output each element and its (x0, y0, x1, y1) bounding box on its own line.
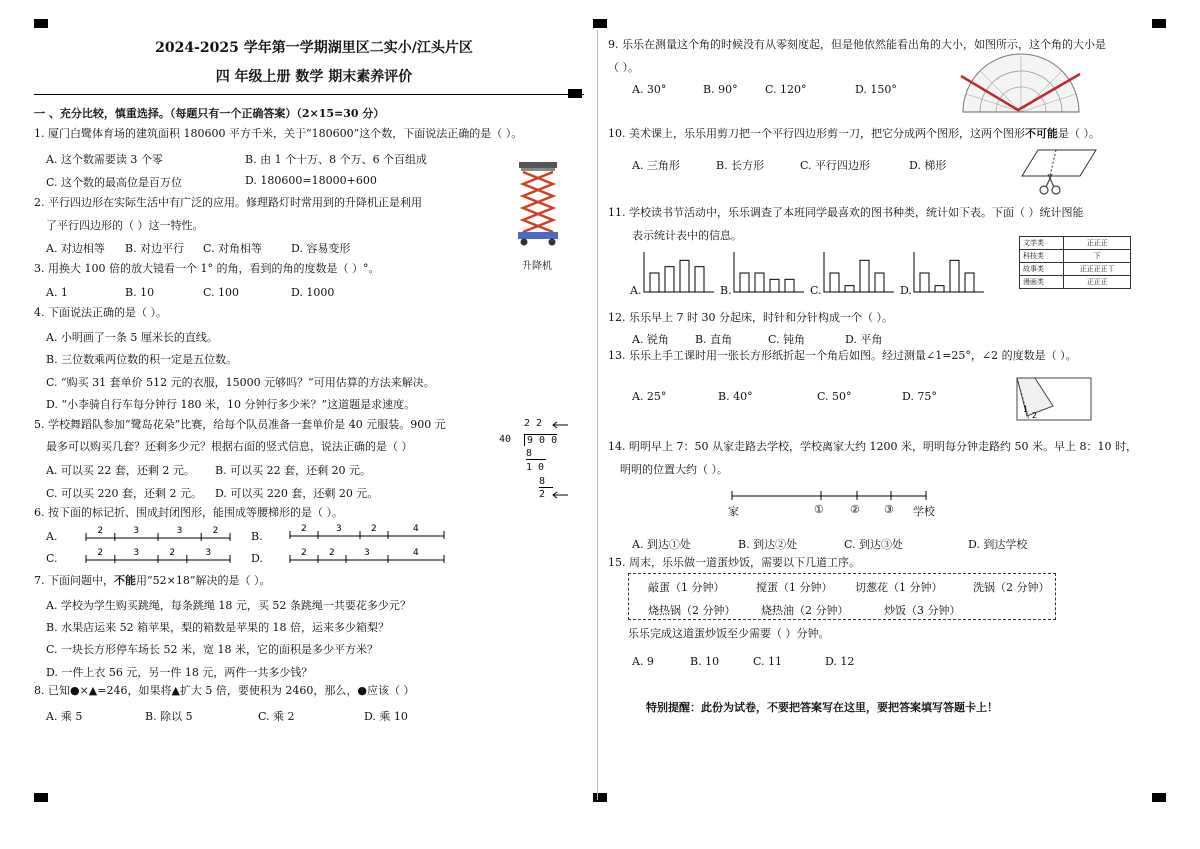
q6-segment-b (288, 520, 448, 540)
tally-row (1020, 263, 1131, 276)
folded-paper-image (1015, 376, 1095, 424)
q10-option-c[interactable]: C. 平行四边形 (800, 159, 871, 172)
segment-length-label: 3 (176, 526, 183, 536)
q5-option-d[interactable]: D. 可以买 220 套，还剩 20 元。 (215, 487, 379, 500)
q11-bar-charts (630, 250, 1010, 300)
q15-step: 敲蛋（1 分钟） (648, 581, 725, 594)
q3-option-d[interactable]: D. 1000 (291, 286, 335, 299)
registration-mark (593, 793, 607, 802)
chart-bar (650, 273, 659, 292)
angle-1-label: 1 (1023, 405, 1029, 414)
q6-option-a[interactable]: A. (46, 530, 58, 543)
q1-option-d[interactable]: D. 180600=18000+600 (245, 174, 377, 187)
division-quotient: 2 2 (524, 418, 543, 429)
q8-option-d[interactable]: D. 乘 10 (364, 710, 408, 723)
chart-bar (680, 260, 689, 292)
q6-segment-a (84, 522, 234, 542)
chart-bar (935, 286, 944, 292)
q14-option-d[interactable]: D. 到达学校 (968, 538, 1028, 551)
q12-option-b[interactable]: B. 直角 (695, 333, 733, 346)
q7-stem (34, 574, 270, 588)
q5-stem-line1: 5. 学校舞蹈队参加“鹭岛花朵”比赛，给每个队员准备一套单价是 40 元服装。900 元 (34, 418, 446, 431)
exam-notice: 特别提醒：此份为试卷，不要把答案写在这里，要把答案填写答题卡上！ (646, 701, 998, 714)
q11-tally-table (1019, 236, 1131, 289)
registration-mark (34, 793, 48, 802)
registration-mark (1152, 793, 1166, 802)
division-divisor: 40 (499, 434, 512, 445)
q6-stem: 6. 按下面的标记折、围成封闭图形，能围成等腰梯形的是（ ）。 (34, 506, 343, 519)
route-school-label: 学校 (913, 505, 935, 518)
q1-stem: 1. 厦门白鹭体育场的建筑面积 180600 平方千米，关于“180600”这个数，下面说法正确的是（ ）。 (34, 127, 523, 140)
q5-option-b[interactable]: B. 可以买 22 套，还剩 20 元。 (215, 464, 372, 477)
q10-option-b[interactable]: B. 长方形 (716, 159, 765, 172)
q10-option-d[interactable]: D. 梯形 (909, 159, 947, 172)
q14-option-c[interactable]: C. 到达③处 (844, 538, 904, 551)
chart-bar (695, 267, 704, 292)
q8-option-a[interactable]: A. 乘 5 (46, 710, 83, 723)
q6-option-d[interactable]: D. (251, 552, 263, 565)
division-step1: 8 (526, 448, 546, 460)
segment-length-label: 3 (205, 548, 212, 558)
segment-length-label: 3 (336, 524, 342, 534)
route-point-1: ① (814, 503, 824, 516)
q1-option-b[interactable]: B. 由 1 个十万、8 个万、6 个百组成 (245, 153, 428, 166)
segment-length-label: 2 (301, 548, 307, 558)
q12-option-d[interactable]: D. 平角 (845, 333, 883, 346)
parallelogram-scissors-image (1020, 148, 1098, 198)
q15-option-a[interactable]: A. 9 (632, 655, 654, 668)
arrow-icon (551, 491, 569, 499)
q13-option-d[interactable]: D. 75° (902, 390, 937, 403)
chart-bar (845, 286, 854, 292)
q5-option-c[interactable]: C. 可以买 220 套，还剩 2 元。 (46, 487, 202, 500)
q15-option-b[interactable]: B. 10 (690, 655, 720, 668)
chart-bar (665, 267, 674, 292)
q3-stem: 3. 用换大 100 倍的放大镜看一个 1° 的角，看到的角的度数是（ ）°。 (34, 262, 380, 275)
q4-option-a[interactable]: A. 小明画了一条 5 厘米长的直线。 (46, 331, 218, 344)
route-point-2: ② (850, 503, 860, 516)
arrow-icon (551, 421, 569, 429)
exam-title-subject: 四 年级上册 数学 期末素养评价 (215, 69, 413, 85)
q1-option-a[interactable]: A. 这个数需要读 3 个零 (46, 153, 163, 166)
segment-length-label: 2 (301, 524, 307, 534)
chart-bar (860, 260, 869, 292)
segment-length-label: 2 (169, 548, 176, 558)
tally-row (1020, 237, 1131, 250)
route-home-label: 家 (728, 505, 739, 518)
q7-stem-pre: 7. 下面问题中， (34, 574, 114, 587)
tally-marks: 正正正正丅 (1064, 263, 1131, 276)
bar-chart (912, 250, 986, 294)
segment-length-label: 2 (212, 526, 219, 536)
q3-option-c[interactable]: C. 100 (203, 286, 240, 299)
q15-stem: 15. 周末，乐乐做一道蛋炒饭，需要以下几道工序。 (608, 556, 860, 569)
q12-option-c[interactable]: C. 钝角 (768, 333, 806, 346)
chart-option-label[interactable]: A. (630, 284, 642, 297)
segment-length-label: 3 (364, 548, 370, 558)
tally-kind: 科技类 (1020, 250, 1064, 263)
q13-option-a[interactable]: A. 25° (632, 390, 667, 403)
division-step3: 8 (539, 476, 553, 488)
tally-marks: 正正正 (1064, 276, 1131, 289)
q8-option-c[interactable]: C. 乘 2 (258, 710, 295, 723)
bar-chart (642, 250, 716, 294)
q5-option-a[interactable]: A. 可以买 22 套，还剩 2 元。 (46, 464, 195, 477)
chart-option-label[interactable]: D. (900, 284, 912, 297)
q1-option-c[interactable]: C. 这个数的最高位是百万位 (46, 176, 183, 189)
chart-bar (950, 260, 959, 292)
chart-bar (770, 279, 779, 292)
route-line (730, 490, 930, 502)
q15-step: 洗锅（2 分钟） (973, 581, 1050, 594)
chart-option-label[interactable]: B. (720, 284, 732, 297)
q15-step: 切葱花（1 分钟） (855, 581, 943, 594)
q2-image-caption: 升降机 (522, 261, 552, 272)
tally-kind: 文学类 (1020, 237, 1064, 250)
q13-stem: 13. 乐乐上手工课时用一张长方形纸折起一个角后如图。经过测量∠1=25°，∠2 的度数是（ ）。 (608, 349, 1077, 362)
tally-row (1020, 276, 1131, 289)
q14-option-a[interactable]: A. 到达①处 (632, 538, 691, 551)
q10-option-a[interactable]: A. 三角形 (632, 159, 680, 172)
q2-stem-line2: 了平行四边形的（ ）这一特性。 (46, 219, 204, 232)
q10-stem-post: 是（ ）。 (1058, 127, 1100, 140)
q8-option-b[interactable]: B. 除以 5 (145, 710, 193, 723)
q7-option-a[interactable]: A. 学校为学生购买跳绳，每条跳绳 18 元，买 52 条跳绳一共要花多少元？ (46, 599, 411, 612)
section-heading: 一 、充分比较，慎重选择。（每题只有一个正确答案）（2×15=30 分） (34, 107, 385, 120)
q4-option-d[interactable]: D. “小李骑自行车每分钟行 180 米，10 分钟行多少米？”这道题是求速度。 (46, 398, 416, 411)
q10-stem-pre: 10. 美术课上，乐乐用剪刀把一个平行四边形剪一刀，把它分成两个图形，这两个图形 (608, 127, 1025, 140)
registration-mark (34, 19, 48, 28)
tally-row (1020, 250, 1131, 263)
q15-step: 烧热锅（2 分钟） (648, 604, 736, 617)
q12-stem: 12. 乐乐早上 7 时 30 分起床，时针和分针构成一个（ ）。 (608, 311, 893, 324)
registration-mark (1152, 19, 1166, 28)
q5-stem-line2: 最多可以购买几套？还剩多少元？根据右面的竖式信息，说法正确的是（ ） (46, 440, 413, 453)
bar-chart (732, 250, 806, 294)
q7-stem-emphasis: 不能 (114, 574, 136, 587)
q7-option-d[interactable]: D. 一件上衣 56 元，另一件 18 元，两件一共多少钱？ (46, 666, 313, 679)
chart-option-label[interactable]: C. (810, 284, 822, 297)
long-division-figure (497, 418, 577, 500)
q7-option-c[interactable]: C. 一块长方形停车场长 52 米，宽 18 米，它的面积是多少平方米？ (46, 643, 378, 656)
q6-option-b[interactable]: B. (251, 530, 263, 543)
chart-bar (785, 279, 794, 292)
q4-stem: 4. 下面说法正确的是（ ）。 (34, 306, 167, 319)
tally-kind: 故事类 (1020, 263, 1064, 276)
q13-option-c[interactable]: C. 50° (817, 390, 852, 403)
left-column (34, 34, 594, 95)
q2-option-d[interactable]: D. 容易变形 (291, 242, 351, 255)
q2-option-c[interactable]: C. 对角相等 (203, 242, 263, 255)
angle-2-label: 2 (1032, 411, 1038, 420)
q4-option-c[interactable]: C. “购买 31 套单价 512 元的衣服，15000 元够吗？”可用估算的方法来解决。 (46, 376, 435, 389)
q14-stem-line2: 明明的位置大约（ ）。 (620, 463, 728, 476)
q10-stem (608, 127, 1100, 141)
bar-chart (822, 250, 896, 294)
q9-stem-line2: （ ）。 (608, 61, 639, 74)
q8-stem: 8. 已知●×▲=246，如果将▲扩大 5 倍，要使积为 2460，那么，●应该（ ） (34, 684, 415, 697)
q11-stem-line2: 表示统计表中的信息。 (632, 229, 742, 242)
q7-option-b[interactable]: B. 水果店运来 52 箱苹果，梨的箱数是苹果的 18 倍，运来多少箱梨？ (46, 621, 390, 634)
q12-option-a[interactable]: A. 锐角 (632, 333, 669, 346)
chart-bar (965, 273, 974, 292)
q9-option-d[interactable]: D. 150° (855, 83, 897, 96)
division-step2: 1 0 (526, 462, 545, 473)
q6-segment-c (84, 544, 234, 564)
registration-mark (593, 19, 607, 28)
q9-option-b[interactable]: B. 90° (703, 83, 738, 96)
q4-option-b[interactable]: B. 三位数乘两位数的积一定是五位数。 (46, 353, 238, 366)
q2-option-b[interactable]: B. 对边平行 (125, 242, 185, 255)
q13-option-b[interactable]: B. 40° (718, 390, 753, 403)
segment-length-label: 2 (329, 548, 335, 558)
route-point-3: ③ (884, 503, 894, 516)
q6-segment-d (288, 544, 448, 564)
division-remainder: 2 (539, 489, 546, 500)
segment-length-label: 2 (97, 548, 104, 558)
chart-bar (830, 273, 839, 292)
column-divider (597, 30, 598, 800)
q15-option-d[interactable]: D. 12 (825, 655, 855, 668)
q6-option-c[interactable]: C. (46, 552, 58, 565)
q2-stem-line1: 2. 平行四边形在实际生活中有广泛的应用。修理路灯时常用到的升降机正是利用 (34, 196, 422, 209)
q15-step: 搅蛋（1 分钟） (756, 581, 833, 594)
scissor-lift-image (513, 160, 563, 250)
q2-option-a[interactable]: A. 对边相等 (46, 242, 105, 255)
q15-question: 乐乐完成这道蛋炒饭至少需要（ ）分钟。 (628, 627, 830, 640)
q14-stem-line1: 14. 明明早上 7：50 从家走路去学校，学校离家大约 1200 米，明明每分钟走路约 50 米。早上 8：10 时， (608, 440, 1137, 453)
q15-step: 炒饭（3 分钟） (884, 604, 961, 617)
chart-bar (755, 273, 764, 292)
division-dividend: 9 0 0 (524, 434, 557, 446)
scissors-icon (1040, 174, 1060, 194)
q3-option-a[interactable]: A. 1 (46, 286, 68, 299)
q9-option-c[interactable]: C. 120° (765, 83, 807, 96)
q14-option-b[interactable]: B. 到达②处 (738, 538, 798, 551)
tally-marks: 正正正 (1064, 237, 1131, 250)
protractor-image (958, 52, 1084, 116)
segment-length-label: 3 (133, 526, 140, 536)
segment-length-label: 2 (371, 524, 377, 534)
q9-stem-line1: 9. 乐乐在测量这个角的时候没有从零刻度起，但是他依然能看出角的大小，如图所示，这个角的大小是 (608, 38, 1106, 51)
q15-step: 烧热油（2 分钟） (761, 604, 849, 617)
exam-title-school: 2024-2025 学年第一学期湖里区二实小/江头片区 (155, 40, 473, 56)
q9-option-a[interactable]: A. 30° (632, 83, 667, 96)
segment-length-label: 2 (97, 526, 104, 536)
q7-stem-post: 用“52×18”解决的是（ ）。 (136, 574, 271, 587)
segment-length-label: 4 (413, 524, 419, 534)
chart-bar (740, 273, 749, 292)
q3-option-b[interactable]: B. 10 (125, 286, 155, 299)
chart-bar (920, 273, 929, 292)
q10-stem-emphasis: 不可能 (1025, 127, 1058, 140)
tally-kind: 漫画类 (1020, 276, 1064, 289)
segment-length-label: 3 (133, 548, 140, 558)
segment-length-label: 4 (413, 548, 419, 558)
chart-bar (875, 273, 884, 292)
title-rule (34, 94, 584, 95)
q11-stem-line1: 11. 学校读书节活动中，乐乐调查了本班同学最喜欢的图书种类，统计如下表。下面（ ）统计图能 (608, 206, 1084, 219)
q15-option-c[interactable]: C. 11 (753, 655, 783, 668)
tally-marks: 下 (1064, 250, 1131, 263)
